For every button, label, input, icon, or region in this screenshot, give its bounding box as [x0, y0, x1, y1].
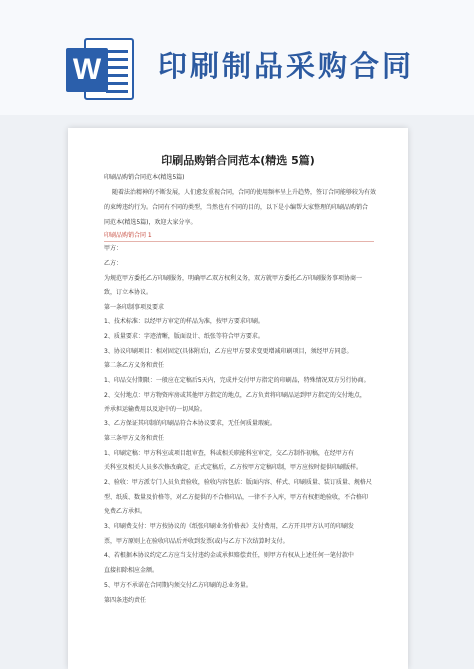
doc-line: 1、技术标准：以经甲方审定的样品为准，按甲方要求印刷。 — [104, 318, 264, 325]
doc-line: 随着法治精神的不断发展，人们愈发重视合同，合同的使用频率呈上升趋势，签订合同能够较为有效 — [112, 189, 377, 196]
document-page — [68, 128, 408, 669]
doc-line: 第四条违约责任 — [104, 597, 147, 604]
doc-line: 并承担运输费用以及途中的一切风险。 — [104, 406, 207, 413]
doc-line: 3、乙方保证其印制的印刷品符合本协议要求，无任何质量瑕疵。 — [104, 420, 276, 427]
word-icon — [66, 38, 136, 100]
doc-line: 3、印刷费支付：甲方按协议的《纸张印刷业务价格表》支付费用，乙方开具甲方认可的印刷发 — [104, 523, 354, 530]
doc-section-heading: 印刷品购销合同 1 — [104, 232, 152, 239]
heading-underline — [104, 241, 374, 242]
doc-line: 的束缚违约行为。合同有不同的类型，当然也有不同的目的，以下是小编帮大家整理的印刷品购销合 — [104, 204, 369, 211]
doc-line: 为规范甲方委托乙方印刷服务，明确甲乙双方权利义务，双方就甲方委托乙方印刷服务事项协商一 — [104, 275, 363, 282]
doc-line: 5、甲方不承诺在合同期内须交付乙方印刷的总业务量。 — [104, 582, 252, 589]
doc-line: 甲方： — [104, 245, 123, 252]
doc-line: 关科室及相关人员多次修改确定，正式定稿后，乙方按甲方定稿印制，甲方应按时提供印刷版样。 — [104, 464, 363, 471]
doc-line: 第二条乙方义务和责任 — [104, 362, 165, 369]
doc-line: 型、纸质、数量及价格等，对乙方提供的不合格印品，一律不予入库，甲方有权拒绝验收，不合格印 — [104, 494, 369, 501]
doc-line: 第三条甲方义务和责任 — [104, 435, 165, 442]
word-logo-letter: W — [66, 48, 108, 92]
doc-line: 票，甲方原则上在验收印品后并收到发票(或)与乙方下次结算时支付。 — [104, 538, 289, 545]
doc-line: 3、协议印刷项目：相对固定(具体附后)，乙方应甲方要求变更增减印刷项目，须经甲方同意。 — [104, 348, 353, 355]
banner — [0, 0, 474, 115]
doc-line: 2、验收：甲方派专门人员负责验收，验收内容包括：版面内容、样式、印刷质量、装订质量、规格尺 — [104, 479, 372, 486]
doc-line: 2、交付地点：甲方物资库房或其他甲方指定的地点，乙方负责将印刷品运到甲方指定的交付地点， — [104, 392, 366, 399]
doc-line: 致，订立本协议。 — [104, 289, 153, 296]
doc-line: 4、若根据本协议约定乙方应当支付违约金或承担赔偿责任，则甲方有权从上述任何一笔付款中 — [104, 552, 354, 559]
doc-line: 印刷品购销合同范本(精选5篇) — [104, 174, 185, 181]
banner-title: 印刷制品采购合同 — [158, 49, 415, 83]
doc-line: 直接扣除相应金额。 — [104, 567, 159, 574]
doc-line: 乙方： — [104, 260, 123, 267]
doc-line: 1、印刷定稿：甲方科室或项目组审查，科或相关职能科室审定，交乙方制作初稿，在经甲方有 — [104, 450, 354, 457]
doc-line: 1、印品交付期限：一般应在定稿后5天内，完成并交付甲方指定的印刷品，特殊情况双方另行协商。 — [104, 377, 370, 384]
doc-line: 2、质量要求：字迹清晰，版面设计、纸张等符合甲方要求。 — [104, 333, 264, 340]
doc-line: 第一条印制事项及要求 — [104, 304, 165, 311]
document-title: 印刷品购销合同范本(精选 5篇) — [161, 154, 315, 167]
doc-line: 免费乙方承担。 — [104, 508, 147, 515]
doc-line: 同范本(精选5篇)，欢迎大家分享。 — [104, 219, 197, 226]
